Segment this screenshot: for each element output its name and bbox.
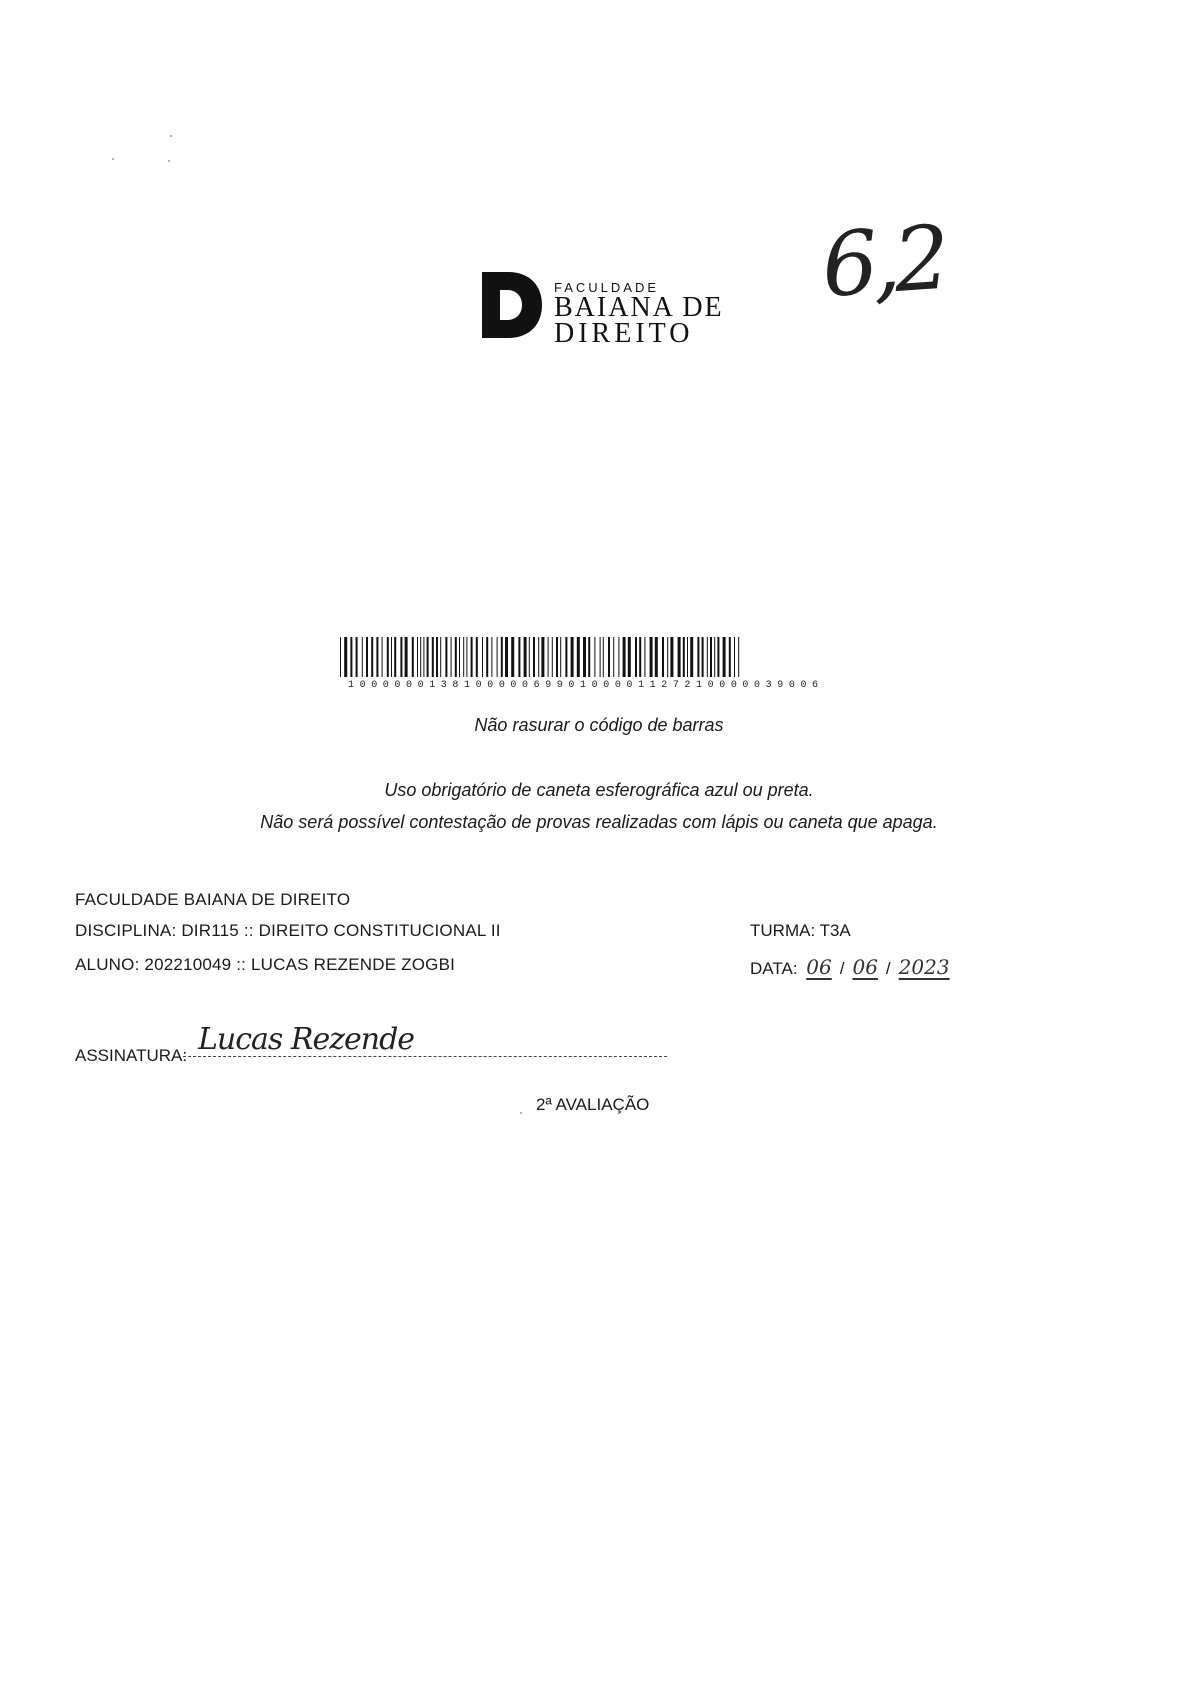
date-day: 06 bbox=[806, 955, 832, 979]
barcode-bar bbox=[556, 637, 558, 677]
barcode-bar bbox=[644, 637, 645, 677]
barcode-bar bbox=[583, 637, 586, 677]
barcode-bar bbox=[432, 637, 434, 677]
barcode-bar bbox=[594, 637, 595, 677]
barcode-bar bbox=[702, 637, 704, 677]
barcode-bar bbox=[670, 637, 673, 677]
barcode bbox=[338, 637, 858, 677]
barcode-bar bbox=[541, 637, 544, 677]
barcode-bar bbox=[678, 637, 681, 677]
barcode-bar bbox=[524, 637, 527, 677]
barcode-bar bbox=[436, 637, 438, 677]
barcode-bar bbox=[511, 637, 514, 677]
barcode-bar bbox=[650, 637, 653, 677]
barcode-bar bbox=[618, 637, 619, 677]
barcode-bar bbox=[635, 637, 637, 677]
barcode-bar bbox=[471, 637, 473, 677]
barcode-bar bbox=[423, 637, 424, 677]
barcode-bar bbox=[667, 637, 668, 677]
barcode-bar bbox=[482, 637, 483, 677]
signature-label: ASSINATURA: bbox=[75, 1046, 188, 1065]
logo-text-line-1: BAIANA DE bbox=[554, 292, 724, 323]
scan-speck bbox=[170, 135, 172, 137]
barcode-caption: Não rasurar o código de barras bbox=[474, 715, 724, 735]
barcode-bar bbox=[655, 637, 658, 677]
student: ALUNO: 202210049 :: LUCAS REZENDE ZOGBI bbox=[75, 955, 456, 974]
class-turma: TURMA: T3A bbox=[750, 921, 851, 940]
barcode-bar bbox=[662, 637, 664, 677]
barcode-bar bbox=[518, 637, 520, 677]
barcode-bar bbox=[683, 637, 685, 677]
barcode-bar bbox=[387, 637, 389, 677]
barcode-bar bbox=[366, 637, 368, 677]
barcode-bar bbox=[382, 637, 383, 677]
barcode-bar bbox=[690, 637, 693, 677]
barcode-bar bbox=[734, 637, 735, 677]
barcode-bar bbox=[613, 637, 614, 677]
date-separator: / bbox=[839, 959, 845, 978]
barcode-bar bbox=[623, 637, 626, 677]
barcode-bar bbox=[600, 637, 601, 677]
barcode-bar bbox=[455, 637, 457, 677]
barcode-bar bbox=[400, 637, 402, 677]
date-label: DATA: bbox=[750, 959, 798, 978]
barcode-bar bbox=[687, 637, 688, 677]
barcode-bar bbox=[533, 637, 535, 677]
instruction-line-1: Uso obrigatório de caneta esferográfica azul ou preta. bbox=[384, 780, 814, 800]
barcode-bar bbox=[491, 637, 492, 677]
instruction-line-2: Não será possível contestação de provas realizadas com lápis ou caneta que apaga. bbox=[260, 812, 938, 832]
scan-speck bbox=[520, 1112, 522, 1114]
date-separator: / bbox=[885, 959, 891, 978]
barcode-digits: 10000001381000006990100001127210000039006 bbox=[348, 680, 824, 691]
barcode-bar bbox=[588, 637, 590, 677]
barcode-bar bbox=[420, 637, 421, 677]
date-month: 06 bbox=[852, 955, 878, 979]
barcode-bar bbox=[710, 637, 712, 677]
barcode-bar bbox=[608, 637, 610, 677]
barcode-bar bbox=[427, 637, 429, 677]
barcode-bar bbox=[560, 637, 561, 677]
logo-text-small: FACULDADE bbox=[554, 280, 660, 295]
barcode-bar bbox=[639, 637, 641, 677]
barcode-bar bbox=[529, 637, 530, 677]
logo-text-line-2: DIREITO bbox=[554, 318, 694, 349]
logo-mark-icon bbox=[478, 268, 544, 342]
barcode-bar bbox=[344, 637, 347, 677]
barcode-bar bbox=[362, 637, 363, 677]
barcode-bar bbox=[440, 637, 441, 677]
barcode-bar bbox=[445, 637, 447, 677]
barcode-bar bbox=[412, 637, 414, 677]
barcode-bar bbox=[603, 637, 604, 677]
barcode-bar bbox=[459, 637, 460, 677]
faculdade-logo bbox=[478, 268, 740, 348]
barcode-bar bbox=[729, 637, 731, 677]
barcode-bar bbox=[356, 637, 358, 677]
barcode-bar bbox=[405, 637, 408, 677]
barcode-bar bbox=[476, 637, 478, 677]
barcode-bar bbox=[538, 637, 539, 677]
barcode-bar bbox=[628, 637, 631, 677]
barcode-bar bbox=[697, 637, 699, 677]
barcode-bar bbox=[577, 637, 580, 677]
barcode-bar bbox=[340, 637, 341, 677]
barcode-bar bbox=[350, 637, 352, 677]
barcode-bar bbox=[723, 637, 726, 677]
barcode-bar bbox=[394, 637, 396, 677]
date-year: 2023 bbox=[898, 955, 950, 979]
date-field bbox=[750, 955, 954, 979]
barcode-bar bbox=[486, 637, 488, 677]
barcode-bar bbox=[466, 637, 467, 677]
barcode-bar bbox=[371, 637, 373, 677]
scan-speck bbox=[168, 160, 170, 162]
discipline: DISCIPLINA: DIR115 :: DIREITO CONSTITUCIONAL II bbox=[75, 921, 501, 940]
handwritten-grade: 6,2 bbox=[818, 205, 948, 318]
barcode-bar bbox=[714, 637, 715, 677]
barcode-bar bbox=[738, 637, 739, 677]
barcode-bar bbox=[505, 637, 508, 677]
barcode-bar bbox=[497, 637, 498, 677]
barcode-bar bbox=[707, 637, 708, 677]
institution-name: FACULDADE BAIANA DE DIREITO bbox=[75, 890, 351, 909]
barcode-bar bbox=[571, 637, 574, 677]
barcode-bar bbox=[548, 637, 549, 677]
evaluation-title: 2ª AVALIAÇÃO bbox=[536, 1095, 650, 1114]
scan-speck bbox=[112, 158, 114, 160]
barcode-bar bbox=[417, 637, 418, 677]
barcode-bar bbox=[451, 637, 452, 677]
barcode-bar bbox=[501, 637, 503, 677]
barcode-bar bbox=[376, 637, 378, 677]
barcode-bar bbox=[463, 637, 464, 677]
barcode-bar bbox=[717, 637, 719, 677]
barcode-bar bbox=[391, 637, 392, 677]
barcode-bar bbox=[565, 637, 567, 677]
handwritten-signature: Lucas Rezende bbox=[198, 1022, 415, 1057]
barcode-bar bbox=[552, 637, 553, 677]
